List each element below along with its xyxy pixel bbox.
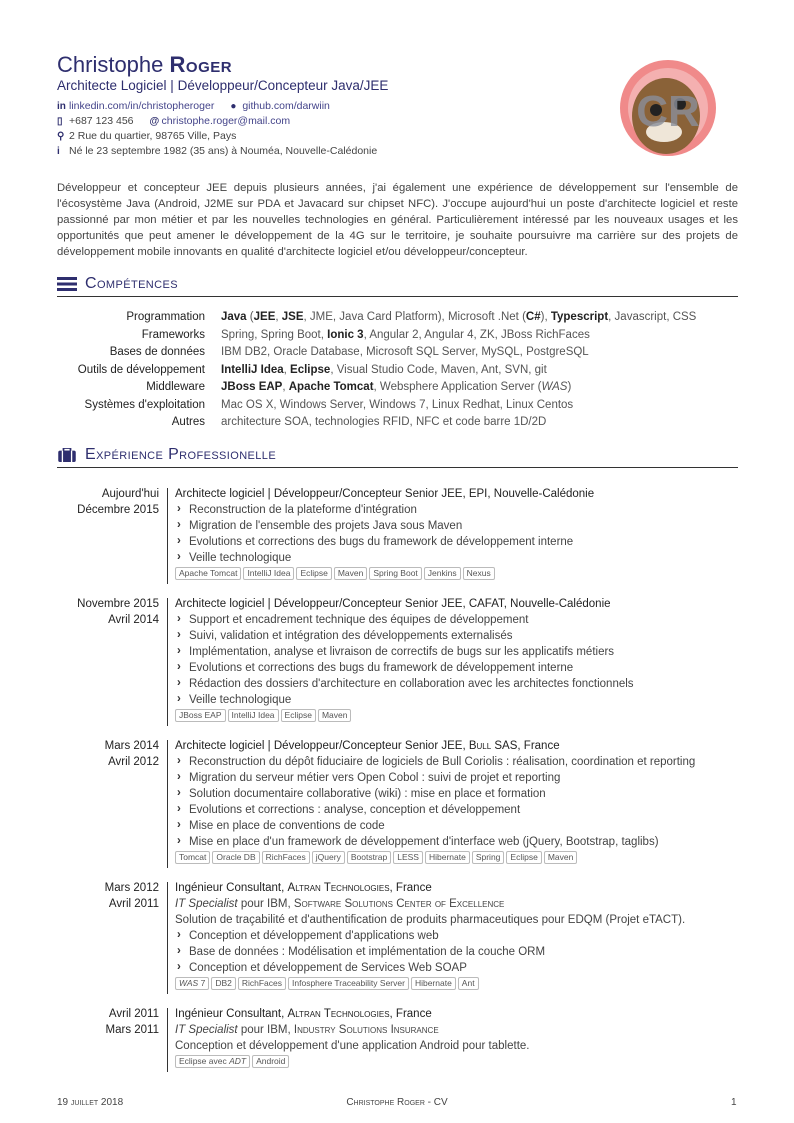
text-run: Architecte logiciel | Développeur/Concepteur Senior JEE, EPI, Nouvelle-Calédonie [175, 488, 595, 500]
job-title [175, 880, 747, 896]
tech-tag [458, 977, 479, 990]
tech-tags [175, 851, 747, 864]
tech-tag [175, 1055, 250, 1068]
text-run: Apache Tomcat [288, 381, 374, 393]
text-run: Tomcat [179, 852, 207, 862]
job-description [175, 912, 747, 928]
tech-tag [347, 851, 391, 864]
section-title: Compétences [85, 275, 178, 292]
job-content [175, 1006, 747, 1068]
tech-tag [212, 851, 259, 864]
text-run: ) [567, 381, 572, 393]
job-title [175, 596, 747, 612]
tech-tag [463, 567, 495, 580]
date-start: Avril 2011 [108, 898, 159, 910]
text-run: WAS [541, 381, 568, 393]
linkedin-link[interactable]: linkedin.com/in/christopheroger [69, 100, 215, 112]
info-icon: i [57, 146, 60, 157]
date-end: Avril 2011 [108, 1008, 159, 1020]
full-name [57, 52, 232, 78]
text-run: Hibernate [414, 978, 452, 988]
job-task: › Migration de l'ensemble des projets Java sous Maven [175, 518, 747, 534]
job-task: › Implémentation, analyse et livraison de correctifs de bugs sur les applicatifs métiers [175, 644, 747, 660]
job-content [175, 596, 747, 722]
job-title [175, 738, 747, 754]
job-task: › Conception et développement d'applications web [175, 928, 747, 944]
text-run: Maven [337, 568, 364, 578]
date-end: Novembre 2015 [77, 598, 159, 610]
phone: +687 123 456 [69, 115, 134, 127]
skill-value [221, 362, 547, 380]
text-run: Hibernate [428, 852, 466, 862]
tech-tag [175, 709, 226, 722]
page-number: 1 [731, 1097, 737, 1108]
text-run: RichFaces [265, 852, 306, 862]
job-title [175, 486, 747, 502]
text-run: , Visual Studio Code, Maven, Ant, SVN, git [330, 363, 547, 376]
profile-photo [620, 60, 716, 156]
skill-row [57, 309, 696, 327]
job-task: › Veille technologique [175, 550, 747, 566]
text-run: Altran Technologies [287, 882, 390, 894]
skill-value [221, 344, 589, 362]
text-run: Ant [461, 978, 475, 988]
linkedin-icon: in [57, 101, 66, 112]
job-content [175, 880, 747, 990]
job-task: › Mise en place d'un framework de développement d'interface web (jQuery, Bootstrap, taglibs) [175, 834, 747, 850]
skill-value [221, 309, 696, 327]
tech-tag [312, 851, 345, 864]
bars-icon [57, 277, 77, 291]
text-run: , Javascript, CSS [608, 311, 697, 323]
date-start: Décembre 2015 [77, 504, 159, 516]
text-run: Ingénieur Consultant, [175, 882, 288, 894]
text-run: Oracle DB [216, 852, 256, 862]
job-entry [57, 486, 747, 580]
text-run: jQuery [315, 852, 341, 862]
tech-tag [281, 709, 316, 722]
job-task: › Solution documentaire collaborative (wiki) : mise en place et formation [175, 786, 747, 802]
tech-tag [411, 977, 456, 990]
tech-tags [175, 709, 747, 722]
timeline-line [167, 598, 168, 726]
github-icon: ● [230, 101, 237, 112]
tech-tag [506, 851, 541, 864]
birth-info: Né le 23 septembre 1982 (35 ans) à Nouméa, Nouvelle-Calédonie [69, 145, 378, 157]
tech-tags [175, 977, 747, 990]
job-dates [57, 596, 159, 628]
job-task: › Veille technologique [175, 692, 747, 708]
skill-row [57, 397, 696, 415]
tech-tag [262, 851, 310, 864]
text-run: , France [389, 882, 432, 894]
skill-label: Middleware [146, 381, 205, 393]
text-run: Android [256, 1056, 286, 1066]
text-run: Mac OS X, Windows Server, Windows 7, Linux Redhat, Linux Centos [221, 398, 574, 411]
text-run: , Websphere Application Server ( [373, 381, 542, 393]
job-task: › Reconstruction de la plateforme d'intégration [175, 502, 747, 518]
text-run: pour IBM, [237, 1024, 294, 1036]
tech-tag [334, 567, 368, 580]
at-icon: @ [149, 116, 160, 127]
text-run: Bull SAS [468, 740, 518, 752]
skill-label: Outils de développement [77, 363, 205, 376]
text-run: Apache Tomcat [179, 568, 238, 578]
job-title: Architecte Logiciel | Développeur/Concepteur Java/JEE [57, 78, 389, 93]
text-run: Spring, Spring Boot, [221, 328, 328, 341]
text-run: Typescript [550, 311, 609, 323]
text-run: Ingénieur Consultant, [175, 1008, 288, 1020]
tech-tag [544, 851, 578, 864]
tech-tags [175, 567, 747, 580]
skill-label: Frameworks [141, 328, 205, 341]
text-run: Eclipse avec [179, 1056, 230, 1066]
text-run: ( [246, 311, 254, 323]
date-end: Mars 2014 [104, 740, 159, 752]
text-run: Industry Solutions Insurance [293, 1024, 439, 1036]
skill-label: Programmation [126, 311, 205, 323]
job-title [175, 1006, 747, 1022]
text-run: pour IBM, [237, 898, 294, 910]
tech-tag [228, 709, 279, 722]
text-run: Eclipse [284, 710, 312, 720]
skill-value [221, 397, 573, 415]
job-task: › Reconstruction du dépôt fiduciaire de logiciels de Bull Coriolis : réalisation, coordination et reporting [175, 754, 747, 770]
skills-table [57, 309, 696, 432]
text-run: Altran Technologies [287, 1008, 390, 1020]
text-run: Conception et développement d'une application Android pour tablette. [175, 1040, 530, 1052]
tech-tag [318, 709, 352, 722]
skill-row [57, 362, 696, 380]
job-entry [57, 596, 747, 722]
date-end: Aujourd'hui [101, 488, 159, 500]
last-name: Roger [169, 52, 233, 77]
text-run: IntelliJ Idea [247, 568, 291, 578]
text-run: architecture SOA, technologies RFID, NFC et code barre 1D/2D [221, 416, 547, 428]
skill-row [57, 379, 696, 397]
text-run: Maven [321, 710, 348, 720]
text-run: IT Specialist [175, 1024, 238, 1036]
text-run: IBM DB2, Oracle Database, Microsoft SQL Server, MySQL, PostgreSQL [221, 346, 589, 358]
job-task: › Evolutions et corrections : analyse, conception et développement [175, 802, 747, 818]
skill-value [221, 379, 571, 397]
text-run: RichFaces [241, 978, 283, 988]
text-run: 7 [198, 978, 206, 988]
text-run: Eclipse [300, 568, 328, 578]
text-run: Bootstrap [350, 852, 388, 862]
text-run: JBoss EAP [221, 381, 283, 393]
footer-title: Christophe Roger - CV [346, 1097, 448, 1108]
text-run: , [275, 311, 282, 323]
job-description [175, 896, 747, 912]
job-entry [57, 880, 747, 990]
text-run: Software Solutions Center of Excellence [293, 898, 505, 910]
job-task: › Migration du serveur métier vers Open Cobol : suivi de projet et reporting [175, 770, 747, 786]
email-link[interactable]: christophe.roger@mail.com [161, 115, 291, 127]
text-run: Spring Boot [373, 568, 418, 578]
job-task: › Evolutions et corrections des bugs du framework de développement interne [175, 534, 747, 550]
tech-tag [369, 567, 421, 580]
job-task: › Conception et développement de Services Web SOAP [175, 960, 747, 976]
skill-row [57, 344, 696, 362]
tech-tag [211, 977, 236, 990]
section-experience [57, 443, 738, 468]
skill-row [57, 414, 696, 432]
map-marker-icon: ⚲ [57, 131, 65, 142]
tech-tag [288, 977, 409, 990]
profile-summary: Développeur et concepteur JEE depuis plusieurs années, j'ai également une expérience de développement sur l'ensemble de l'écosystème Java (Android, J2ME sur PDA et Javacard sur chipset NFC). J'occupe aujourd'hui un poste d'architecte logiciel et reste passionné par mon métier et par les nouvelles technologies en général. Particulièrement intéressé par les nouveaux usages et les opportunités que peut amener le développement de la 4G sur le territoire, je souhaite poursuivre ma carrière sur des projets de développement mobile innovants en qualité d'architecte logiciel et/ou développeur/concepteur. [57, 182, 738, 258]
text-run: , France [517, 740, 560, 752]
skill-value [221, 414, 546, 432]
timeline-line [167, 488, 168, 584]
skill-label: Bases de données [109, 346, 205, 358]
text-run: , Angular 2, Angular 4, ZK, JBoss RichFaces [363, 328, 590, 341]
section-title: Expérience Professionelle [85, 446, 277, 463]
mobile-phone-icon: ▯ [57, 116, 63, 127]
text-run: Ionic 3 [327, 328, 364, 341]
text-run: Eclipse [290, 363, 331, 376]
text-run: IntelliJ Idea [231, 710, 275, 720]
text-run: , [283, 363, 291, 376]
tech-tag [238, 977, 286, 990]
text-run: ADT [229, 1056, 247, 1066]
date-start: Mars 2011 [105, 1024, 159, 1036]
tech-tag [296, 567, 331, 580]
job-dates [57, 486, 159, 518]
tech-tag [424, 567, 461, 580]
text-run: IntelliJ Idea [221, 363, 284, 376]
text-run: , JME, Java Card Platform), Microsoft .Net ( [303, 311, 526, 323]
text-run: Nexus [466, 568, 491, 578]
job-task: › Evolutions et corrections des bugs du framework de développement interne [175, 660, 747, 676]
briefcase-icon [57, 448, 77, 462]
text-run: C# [525, 311, 541, 323]
tech-tag [425, 851, 470, 864]
job-content [175, 738, 747, 864]
text-run: , France [389, 1008, 432, 1020]
tech-tag [175, 567, 241, 580]
skill-value [221, 327, 590, 345]
footer-date: 19 juillet 2018 [57, 1097, 124, 1108]
skill-row [57, 327, 696, 345]
tech-tag [243, 567, 294, 580]
job-entry [57, 1006, 747, 1068]
section-skills [57, 272, 738, 297]
tech-tag [175, 851, 210, 864]
text-run: JSE [281, 311, 304, 323]
date-start: Avril 2014 [108, 614, 159, 626]
job-dates [57, 1006, 159, 1038]
contact-info [57, 99, 377, 159]
skill-label: Systèmes d'exploitation [84, 398, 205, 411]
job-description [175, 1022, 747, 1038]
timeline-line [167, 1008, 168, 1072]
text-run: ), [540, 311, 551, 323]
tech-tags [175, 1055, 747, 1068]
address: 2 Rue du quartier, 98765 Ville, Pays [69, 130, 237, 142]
job-dates [57, 880, 159, 912]
job-description [175, 1038, 747, 1054]
text-run: Spring [475, 852, 501, 862]
job-task: › Suivi, validation et intégration des développements externalisés [175, 628, 747, 644]
text-run: IT Specialist [175, 898, 238, 910]
text-run: LESS [397, 852, 419, 862]
job-task: › Base de données : Modélisation et implémentation de la couche ORM [175, 944, 747, 960]
tech-tag [393, 851, 423, 864]
text-run: DB2 [215, 978, 232, 988]
text-run: WAS [179, 978, 199, 988]
text-run: Architecte logiciel | Développeur/Concepteur Senior JEE, [175, 740, 469, 752]
job-content [175, 486, 747, 580]
text-run: Jenkins [427, 568, 457, 578]
text-run: Eclipse [510, 852, 538, 862]
text-run: Architecte logiciel | Développeur/Concepteur Senior JEE, CAFAT, Nouvelle-Calédonie [175, 598, 611, 610]
tech-tag [472, 851, 505, 864]
job-dates [57, 738, 159, 770]
skill-label: Autres [171, 416, 205, 428]
tech-tag [175, 977, 209, 990]
job-task: › Rédaction des dossiers d'architecture en collaboration avec les architectes fonctionnels [175, 676, 747, 692]
date-end: Mars 2012 [104, 882, 159, 894]
job-task: › Mise en place de conventions de code [175, 818, 747, 834]
job-entry [57, 738, 747, 864]
text-run: Java [221, 311, 247, 323]
first-name: Christophe [57, 52, 164, 77]
date-start: Avril 2012 [108, 756, 159, 768]
svg-text:CR: CR [636, 87, 700, 136]
github-link[interactable]: github.com/darwiin [242, 100, 330, 112]
text-run: Maven [547, 852, 574, 862]
text-run: , [282, 381, 289, 393]
tech-tag [252, 1055, 289, 1068]
text-run: Solution de traçabilité et d'authentification de produits pharmaceutiques pour EDQM (Projet eTACT). [175, 914, 686, 926]
text-run: Infosphere Traceability Server [292, 978, 405, 988]
text-run: JEE [253, 311, 276, 323]
job-task: › Support et encadrement technique des équipes de développement [175, 612, 747, 628]
text-run: JBoss EAP [179, 710, 222, 720]
timeline-line [167, 882, 168, 994]
timeline-line [167, 740, 168, 868]
